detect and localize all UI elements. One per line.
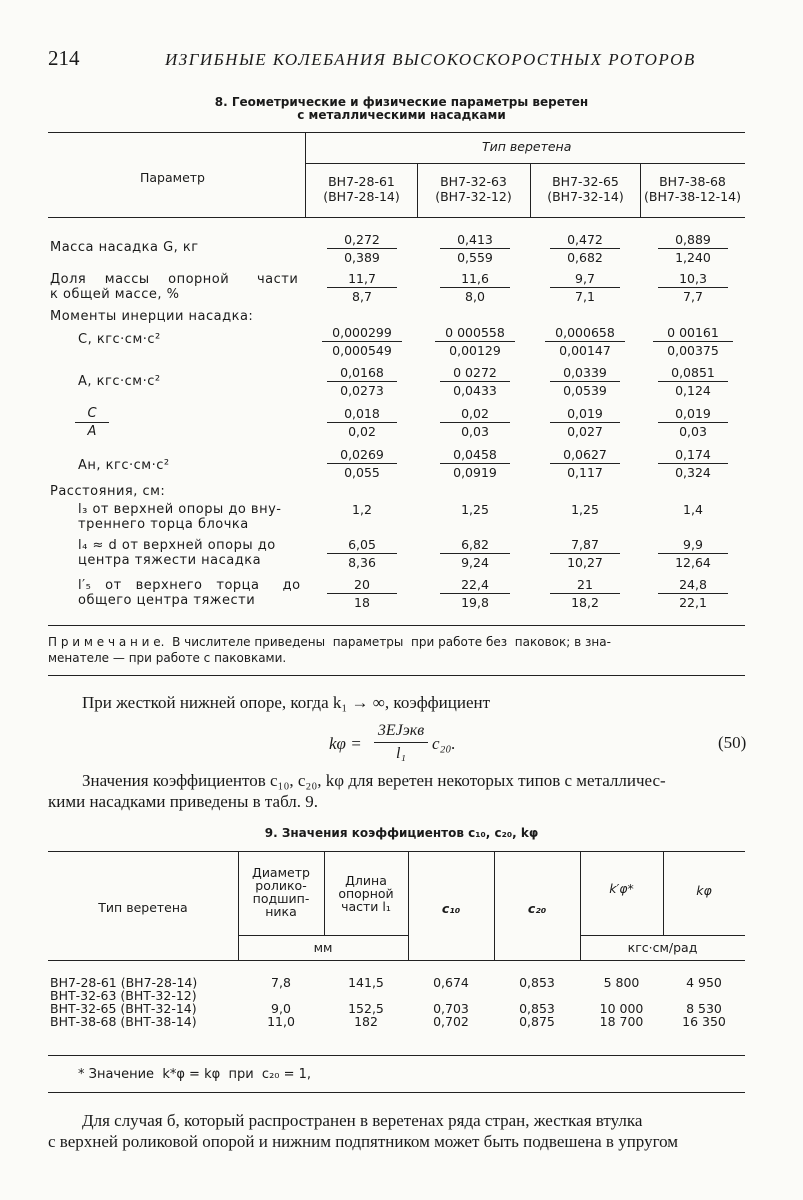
cell-mass-3: $\frac{0,472}{0,682}$ bbox=[550, 231, 620, 266]
t9-header-type: Тип веретена bbox=[98, 900, 188, 915]
cell-a-4: $\frac{0,0851}{0,124}$ bbox=[658, 364, 728, 399]
cell-l4-3: $\frac{7,87}{10,27}$ bbox=[550, 536, 620, 571]
t9-cell-l: 141,5 bbox=[348, 975, 384, 990]
col-header-1: ВН7-28-61 (ВН7-28-14) bbox=[323, 174, 400, 204]
t9-cell-l: 152,5 bbox=[348, 1001, 384, 1016]
t9-cell-k: 8 530 bbox=[686, 1001, 722, 1016]
t9-cell-d: 9,0 bbox=[271, 1001, 291, 1016]
t9-row-type: ВНТ-38-68 (ВНТ-38-14) bbox=[50, 1014, 197, 1029]
t9-cell-k: 4 950 bbox=[686, 975, 722, 990]
row-label-l4: l₄ ≈ d от верхней опоры до центра тяжести насадка bbox=[78, 538, 276, 568]
t9-header-c10: c₁₀ bbox=[441, 901, 461, 916]
t9-cell-c10: 0,703 bbox=[433, 1001, 469, 1016]
cell-l5-4: $\frac{24,8}{22,1}$ bbox=[658, 576, 728, 611]
cell-mass-1: $\frac{0,272}{0,389}$ bbox=[327, 231, 397, 266]
t9-cell-c20: 0,853 bbox=[519, 975, 555, 990]
cell-l3-3: 1,25 bbox=[571, 502, 599, 517]
row-label-ah: Aн, кгс·см·с² bbox=[78, 458, 170, 473]
row-label-l3: l₃ от верхней опоры до вну- треннего торца блочка bbox=[78, 502, 282, 532]
row-label-mass: Масса насадка G, кг bbox=[50, 240, 199, 255]
t9-cell-l: 182 bbox=[354, 1014, 378, 1029]
t9-header-c20: c₂₀ bbox=[527, 901, 547, 916]
table8-vrule bbox=[530, 163, 531, 217]
col-header-2: ВН7-32-63 (ВН7-32-12) bbox=[435, 174, 512, 204]
cell-ah-4: $\frac{0,174}{0,324}$ bbox=[658, 446, 728, 481]
row-label-l5: l′₅ от верхнего торца до общего центра тяжести bbox=[78, 578, 301, 608]
formula-tail: c₂₀. bbox=[432, 734, 456, 753]
cell-a-1: $\frac{0,0168}{0,0273}$ bbox=[327, 364, 397, 399]
paragraph-rigid-support: При жесткой нижней опоре, когда k₁ → ∞, коэффициент bbox=[82, 693, 491, 712]
row-label-share: Доля массы опорной части к общей массе, % bbox=[50, 272, 299, 302]
table9-header-rule bbox=[48, 960, 745, 961]
t9-cell-c10: 0,674 bbox=[433, 975, 469, 990]
cell-ca-2: $\frac{0,02}{0,03}$ bbox=[440, 405, 510, 440]
cell-ah-3: $\frac{0,0627}{0,117}$ bbox=[550, 446, 620, 481]
t9-header-k: kφ bbox=[696, 883, 712, 898]
row-label-c: C, кгс·см·с² bbox=[78, 332, 161, 347]
t9-row-type: ВНТ-32-63 (ВНТ-32-12) bbox=[50, 988, 197, 1003]
footnote-rule bbox=[48, 1092, 745, 1093]
paragraph-coefficients: Значения коэффициентов c₁₀, c₂₀, kφ для веретен некоторых типов с металличес- bbox=[82, 771, 666, 790]
cell-l5-1: $\frac{20}{18}$ bbox=[327, 576, 397, 611]
inertia-title: Моменты инерции насадка: bbox=[50, 309, 254, 324]
distances-title: Расстояния, см: bbox=[50, 484, 166, 499]
table8-top-rule bbox=[48, 132, 745, 133]
cell-share-4: $\frac{10,3}{7,7}$ bbox=[658, 270, 728, 305]
row-label-c-over-a: $\frac{C}{A}$ bbox=[75, 405, 109, 440]
cell-mass-2: $\frac{0,413}{0,559}$ bbox=[440, 231, 510, 266]
table9-caption: 9. Значения коэффициентов c₁₀, c₂₀, kφ bbox=[264, 826, 539, 840]
page-number: 214 bbox=[48, 46, 80, 70]
table8-caption-line2: с металлическими насадками bbox=[297, 108, 506, 122]
param-header: Параметр bbox=[140, 170, 205, 185]
formula-fraction: 3EJэкв l₁ bbox=[374, 720, 428, 765]
col-header-3: ВН7-32-65 (ВН7-32-14) bbox=[547, 174, 624, 204]
row-label-a: A, кгс·см·с² bbox=[78, 374, 161, 389]
table9-footnote: * Значение k*φ = kφ при c₂₀ = 1, bbox=[78, 1067, 312, 1082]
t9-unit-mm: мм bbox=[313, 940, 333, 955]
formula-number: (50) bbox=[718, 733, 747, 752]
table8-vrule bbox=[417, 163, 418, 217]
t9-row-type: ВНТ-32-65 (ВНТ-32-14) bbox=[50, 1001, 197, 1016]
cell-c-1: $\frac{0,000299}{0,000549}$ bbox=[322, 324, 402, 359]
table9-unit-rule-2 bbox=[580, 935, 745, 936]
cell-l5-2: $\frac{22,4}{19,8}$ bbox=[440, 576, 510, 611]
t9-cell-kstar: 18 700 bbox=[599, 1014, 644, 1029]
cell-mass-4: $\frac{0,889}{1,240}$ bbox=[658, 231, 728, 266]
table9-bottom-rule bbox=[48, 1055, 745, 1056]
table8-type-rule bbox=[305, 163, 745, 164]
cell-ah-2: $\frac{0,0458}{0,0919}$ bbox=[440, 446, 510, 481]
table8-caption-line1: 8. Геометрические и физические параметры веретен bbox=[214, 95, 589, 109]
t9-cell-d: 11,0 bbox=[267, 1014, 295, 1029]
cell-l3-2: 1,25 bbox=[461, 502, 489, 517]
cell-l3-4: 1,4 bbox=[683, 502, 703, 517]
cell-share-3: $\frac{9,7}{7,1}$ bbox=[550, 270, 620, 305]
t9-unit-kgs: кгс·см/рад bbox=[627, 940, 698, 955]
note-rule bbox=[48, 675, 745, 676]
formula-lhs: kφ = bbox=[329, 734, 362, 753]
cell-l3-1: 1,2 bbox=[352, 502, 372, 517]
table8-note: П р и м е ч а н и е. В числителе приведены параметры при работе без паковок; в зна- менателе — при работе с паковками. bbox=[48, 635, 611, 665]
bottom-paragraph-line1: Для случая б, который распространен в веретенах ряда стран, жесткая втулка bbox=[82, 1111, 643, 1130]
cell-c-2: $\frac{0 000558}{0,00129}$ bbox=[435, 324, 515, 359]
paragraph-coefficients-cont: кими насадками приведены в табл. 9. bbox=[48, 792, 319, 811]
t9-cell-kstar: 5 800 bbox=[603, 975, 640, 990]
t9-cell-c20: 0,853 bbox=[519, 1001, 555, 1016]
cell-l4-2: $\frac{6,82}{9,24}$ bbox=[440, 536, 510, 571]
cell-ca-4: $\frac{0,019}{0,03}$ bbox=[658, 405, 728, 440]
cell-ca-3: $\frac{0,019}{0,027}$ bbox=[550, 405, 620, 440]
cell-a-2: $\frac{0 0272}{0,0433}$ bbox=[440, 364, 510, 399]
running-title: ИЗГИБНЫЕ КОЛЕБАНИЯ ВЫСОКОСКОРОСТНЫХ РОТОРОВ bbox=[165, 50, 696, 69]
table8-vrule bbox=[305, 132, 306, 217]
t9-header-diameter: Диаметр ролико- подшип- ника bbox=[252, 865, 310, 919]
col-header-4: ВН7-38-68 (ВН7-38-12-14) bbox=[644, 174, 741, 204]
t9-cell-k: 16 350 bbox=[682, 1014, 726, 1029]
t9-cell-c20: 0,875 bbox=[519, 1014, 555, 1029]
type-header: Тип веретена bbox=[482, 139, 572, 154]
cell-ah-1: $\frac{0,0269}{0,055}$ bbox=[327, 446, 397, 481]
cell-c-4: $\frac{0 00161}{0,00375}$ bbox=[653, 324, 733, 359]
table8-bottom-rule bbox=[48, 625, 745, 626]
cell-l5-3: $\frac{21}{18,2}$ bbox=[550, 576, 620, 611]
table9-unit-rule-1 bbox=[238, 935, 408, 936]
t9-cell-c10: 0,702 bbox=[433, 1014, 469, 1029]
cell-share-1: $\frac{11,7}{8,7}$ bbox=[327, 270, 397, 305]
cell-l4-1: $\frac{6,05}{8,36}$ bbox=[327, 536, 397, 571]
t9-header-kstar: k′φ* bbox=[609, 881, 634, 896]
t9-cell-d: 7,8 bbox=[271, 975, 291, 990]
bottom-paragraph-line2: с верхней роликовой опорой и нижним подпятником может быть подвешена в упругом bbox=[48, 1132, 679, 1151]
cell-l4-4: $\frac{9,9}{12,64}$ bbox=[658, 536, 728, 571]
t9-row-type: ВН7-28-61 (ВН7-28-14) bbox=[50, 975, 198, 990]
t9-header-length: Длина опорной части l₁ bbox=[338, 873, 394, 914]
table9-top-rule bbox=[48, 851, 745, 852]
cell-share-2: $\frac{11,6}{8,0}$ bbox=[440, 270, 510, 305]
table8-header-rule bbox=[48, 217, 745, 218]
cell-c-3: $\frac{0,000658}{0,00147}$ bbox=[545, 324, 625, 359]
t9-cell-kstar: 10 000 bbox=[599, 1001, 644, 1016]
cell-ca-1: $\frac{0,018}{0,02}$ bbox=[327, 405, 397, 440]
cell-a-3: $\frac{0,0339}{0,0539}$ bbox=[550, 364, 620, 399]
